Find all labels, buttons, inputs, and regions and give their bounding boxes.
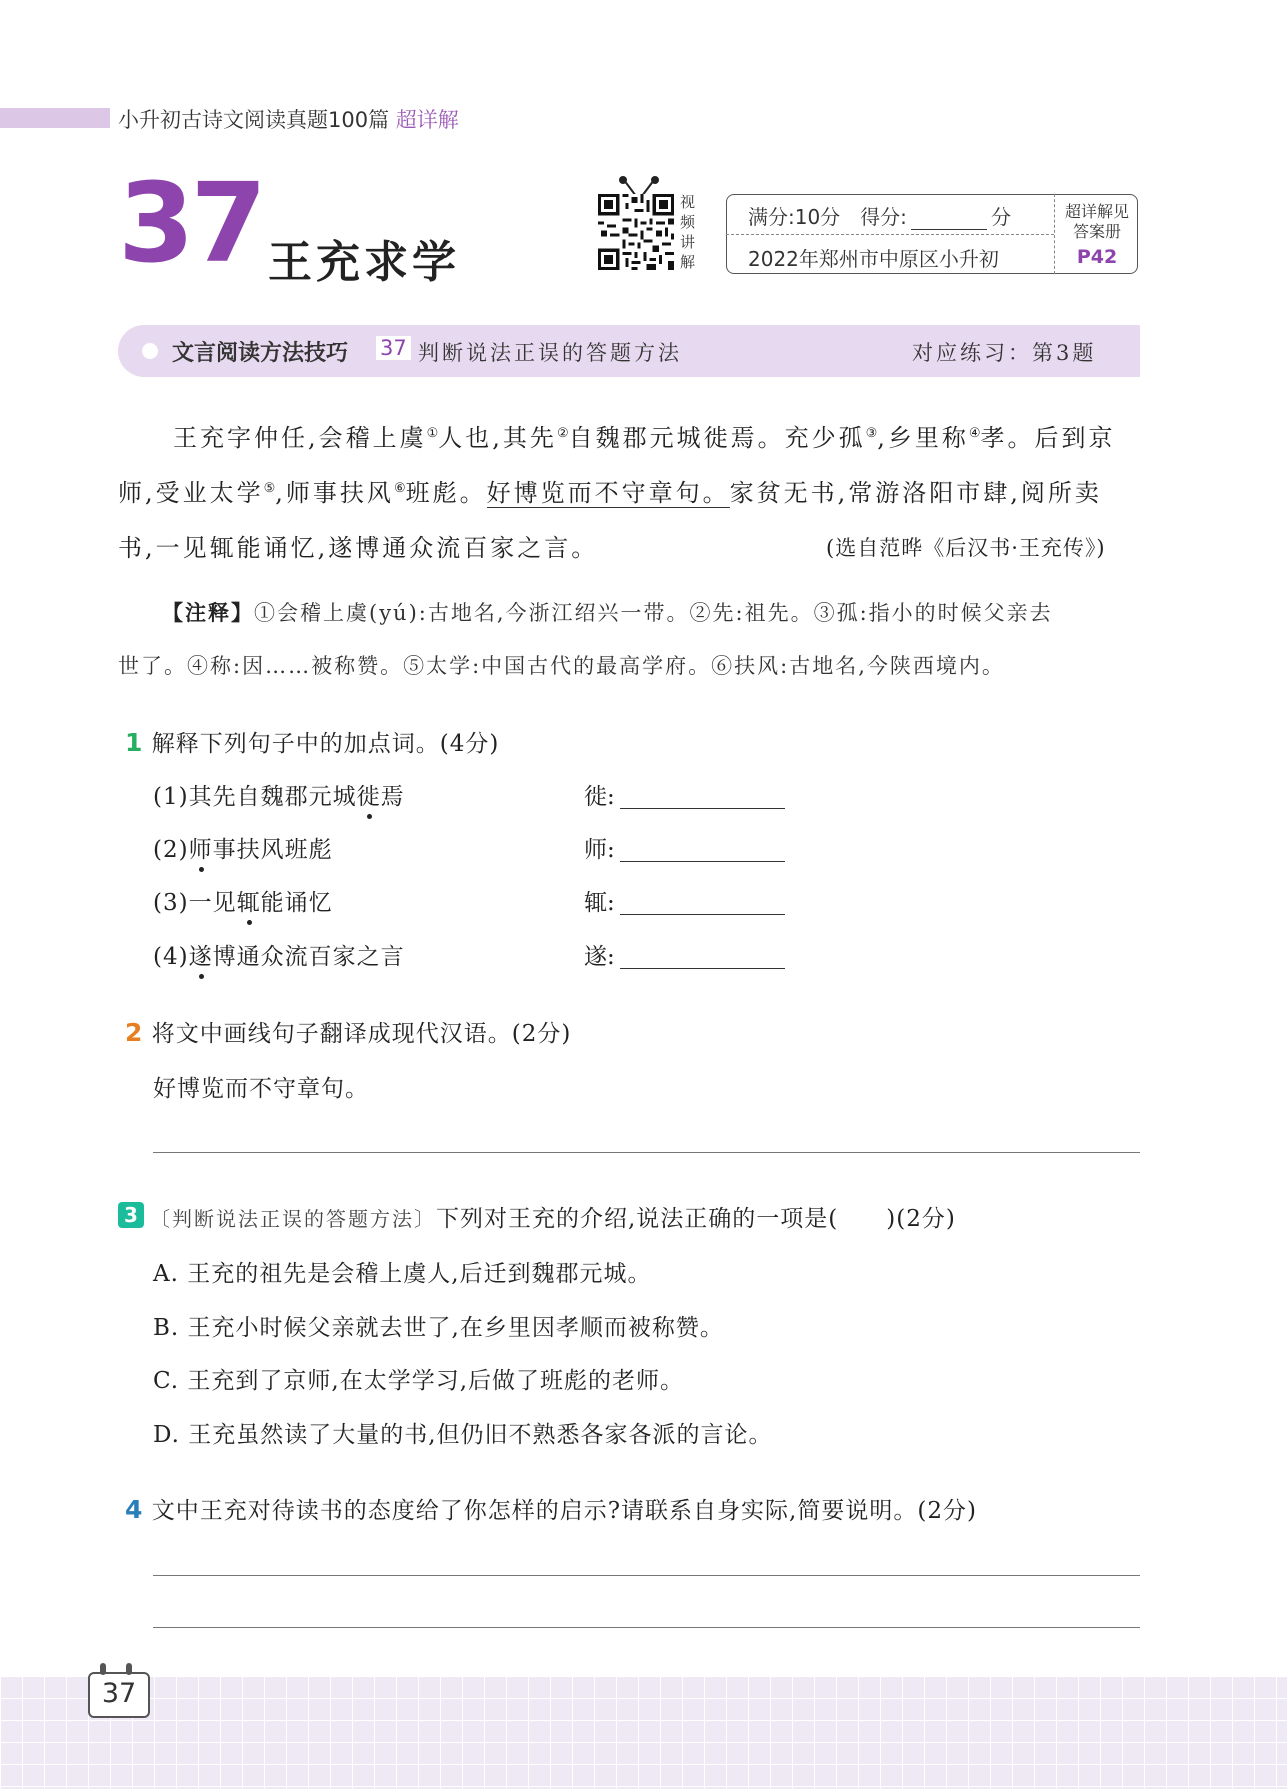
passage-text: ,乡里称: [877, 424, 969, 452]
score-unit: 分: [990, 205, 1011, 229]
question-number: 1: [125, 728, 144, 757]
passage-text: 班彪。: [405, 479, 487, 507]
footnote-marker: ⑥: [393, 481, 406, 496]
answer-field[interactable]: [620, 914, 785, 915]
qr-code-icon[interactable]: [598, 194, 674, 270]
question-text: 将文中画线句子翻译成现代汉语。(2分): [151, 1021, 572, 1047]
sub-question-text: 事扶风班彪: [212, 837, 333, 863]
passage-text: ,师事扶风: [275, 479, 394, 507]
score-box-divider: [1054, 194, 1055, 274]
answer-label: 徙:: [584, 784, 615, 810]
answer-field[interactable]: [620, 861, 785, 862]
underlined-sentence: 好博览而不守章句。: [486, 479, 730, 507]
series-title: [118, 104, 459, 134]
notes-label: 【注释】: [162, 601, 254, 625]
method-label: 文言阅读方法技巧: [172, 341, 349, 366]
video-explanation-label[interactable]: 视频讲解: [680, 193, 696, 271]
series-title-accent: 超详解: [395, 108, 459, 132]
footnote-marker: ①: [426, 426, 439, 441]
page-number: 37: [101, 1678, 137, 1709]
passage-text: 师,受业太学: [118, 479, 264, 507]
option-a[interactable]: A. 王充的祖先是会稽上虞人,后迁到魏郡元城。: [153, 1261, 652, 1287]
question-number: 2: [125, 1018, 144, 1047]
question-text: 下列对王充的介绍,说法正确的一项是( )(2分): [436, 1206, 956, 1232]
sub-question-text: 能诵忆: [260, 890, 333, 916]
answer-label: 遂:: [584, 944, 615, 970]
question-text: 文中王充对待读书的态度给了你怎样的启示?请联系自身实际,简要说明。(2分): [151, 1498, 977, 1524]
footer-grid: [0, 1676, 1287, 1789]
exam-source: 2022年郑州市中原区小升初: [748, 247, 999, 271]
sub-question: [153, 831, 333, 864]
method-number: 37: [376, 336, 411, 360]
passage-line: 书,一见辄能诵忆,遂博通众流百家之言。: [118, 534, 599, 562]
passage-text: 王充字仲任,会稽上虞: [173, 424, 427, 452]
score-text: 满分:10分 得分:: [748, 205, 907, 229]
question-1: [125, 725, 499, 758]
sub-question-text: 焉: [380, 784, 405, 810]
sub-question-text: (3)一见: [153, 890, 237, 916]
dotted-word: 遂: [189, 938, 213, 971]
footnote-marker: ②: [556, 426, 569, 441]
score-blank[interactable]: [911, 211, 987, 230]
answer-field[interactable]: [620, 808, 785, 809]
dotted-word: 师: [189, 831, 213, 864]
dotted-word: 徙: [357, 778, 381, 811]
header-bar-decoration: [0, 108, 110, 128]
passage-text: 自魏郡元城徙焉。充少孤: [568, 424, 866, 452]
answer-label: 辄:: [584, 890, 615, 916]
question-3: [150, 1200, 956, 1233]
question-number: 4: [125, 1495, 144, 1524]
sub-question-text: (2): [153, 837, 189, 863]
dotted-word: 辄: [237, 884, 261, 917]
series-title-text: 小升初古诗文阅读真题100篇: [118, 108, 390, 132]
translation-sentence: 好博览而不守章句。: [153, 1076, 369, 1102]
answer-field[interactable]: [620, 968, 785, 969]
sub-question: [153, 938, 405, 971]
footnote-marker: ⑤: [263, 481, 276, 496]
answer-line[interactable]: [153, 1152, 1140, 1153]
notes-text: ①会稽上虞(yú):古地名,今浙江绍兴一带。②先:祖先。③孤:指小的时候父亲去: [254, 601, 1053, 625]
answer-line[interactable]: [153, 1627, 1140, 1628]
calendar-ring: [126, 1663, 132, 1675]
notes-line: [162, 597, 1053, 627]
lesson-number: 37: [118, 159, 264, 287]
option-c[interactable]: C. 王充到了京师,在太学学习,后做了班彪的老师。: [153, 1368, 685, 1394]
passage-source: (选自范晔《后汉书·王充传》): [826, 536, 1106, 560]
calendar-ring: [100, 1663, 106, 1675]
passage-line: [173, 418, 1116, 453]
option-d[interactable]: D. 王充虽然读了大量的书,但仍旧不熟悉各家各派的言论。: [153, 1422, 773, 1448]
practice-reference: 对应练习：第3题: [912, 341, 1097, 365]
answer-reference: 超详解见答案册: [1064, 202, 1129, 241]
answer-page: P42: [1076, 246, 1118, 268]
answer-label: 师:: [584, 837, 615, 863]
sub-question: [153, 778, 405, 811]
method-name: 判断说法正误的答题方法: [418, 341, 682, 365]
question-number: 3: [118, 1202, 144, 1228]
sub-question-text: (4): [153, 944, 189, 970]
lesson-title: 王充求学: [268, 237, 460, 288]
question-4: [125, 1492, 977, 1525]
bullet-icon: [142, 343, 158, 359]
question-2: [125, 1015, 571, 1048]
notes-line: 世了。④称:因……被称赞。⑤太学:中国古代的最高学府。⑥扶风:古地名,今陕西境内。: [118, 654, 1005, 678]
option-b[interactable]: B. 王充小时候父亲就去世了,在乡里因孝顺而被称赞。: [153, 1315, 724, 1341]
answer-line[interactable]: [153, 1575, 1140, 1576]
footnote-marker: ④: [968, 426, 981, 441]
sub-question-text: (1)其先自魏郡元城: [153, 784, 357, 810]
passage-line: [118, 473, 1102, 508]
score-box-divider: [726, 234, 1054, 235]
sub-question: [153, 884, 333, 917]
passage-text: 孝。后到京: [980, 424, 1116, 452]
score-line: [748, 201, 1011, 230]
question-text: 解释下列句子中的加点词。(4分): [151, 731, 500, 757]
passage-text: 家贫无书,常游洛阳市肆,阅所卖: [729, 479, 1102, 507]
sub-question-text: 博通众流百家之言: [212, 944, 405, 970]
footnote-marker: ③: [865, 426, 878, 441]
passage-text: 人也,其先: [438, 424, 557, 452]
question-tag: 〔判断说法正误的答题方法〕: [150, 1207, 436, 1231]
